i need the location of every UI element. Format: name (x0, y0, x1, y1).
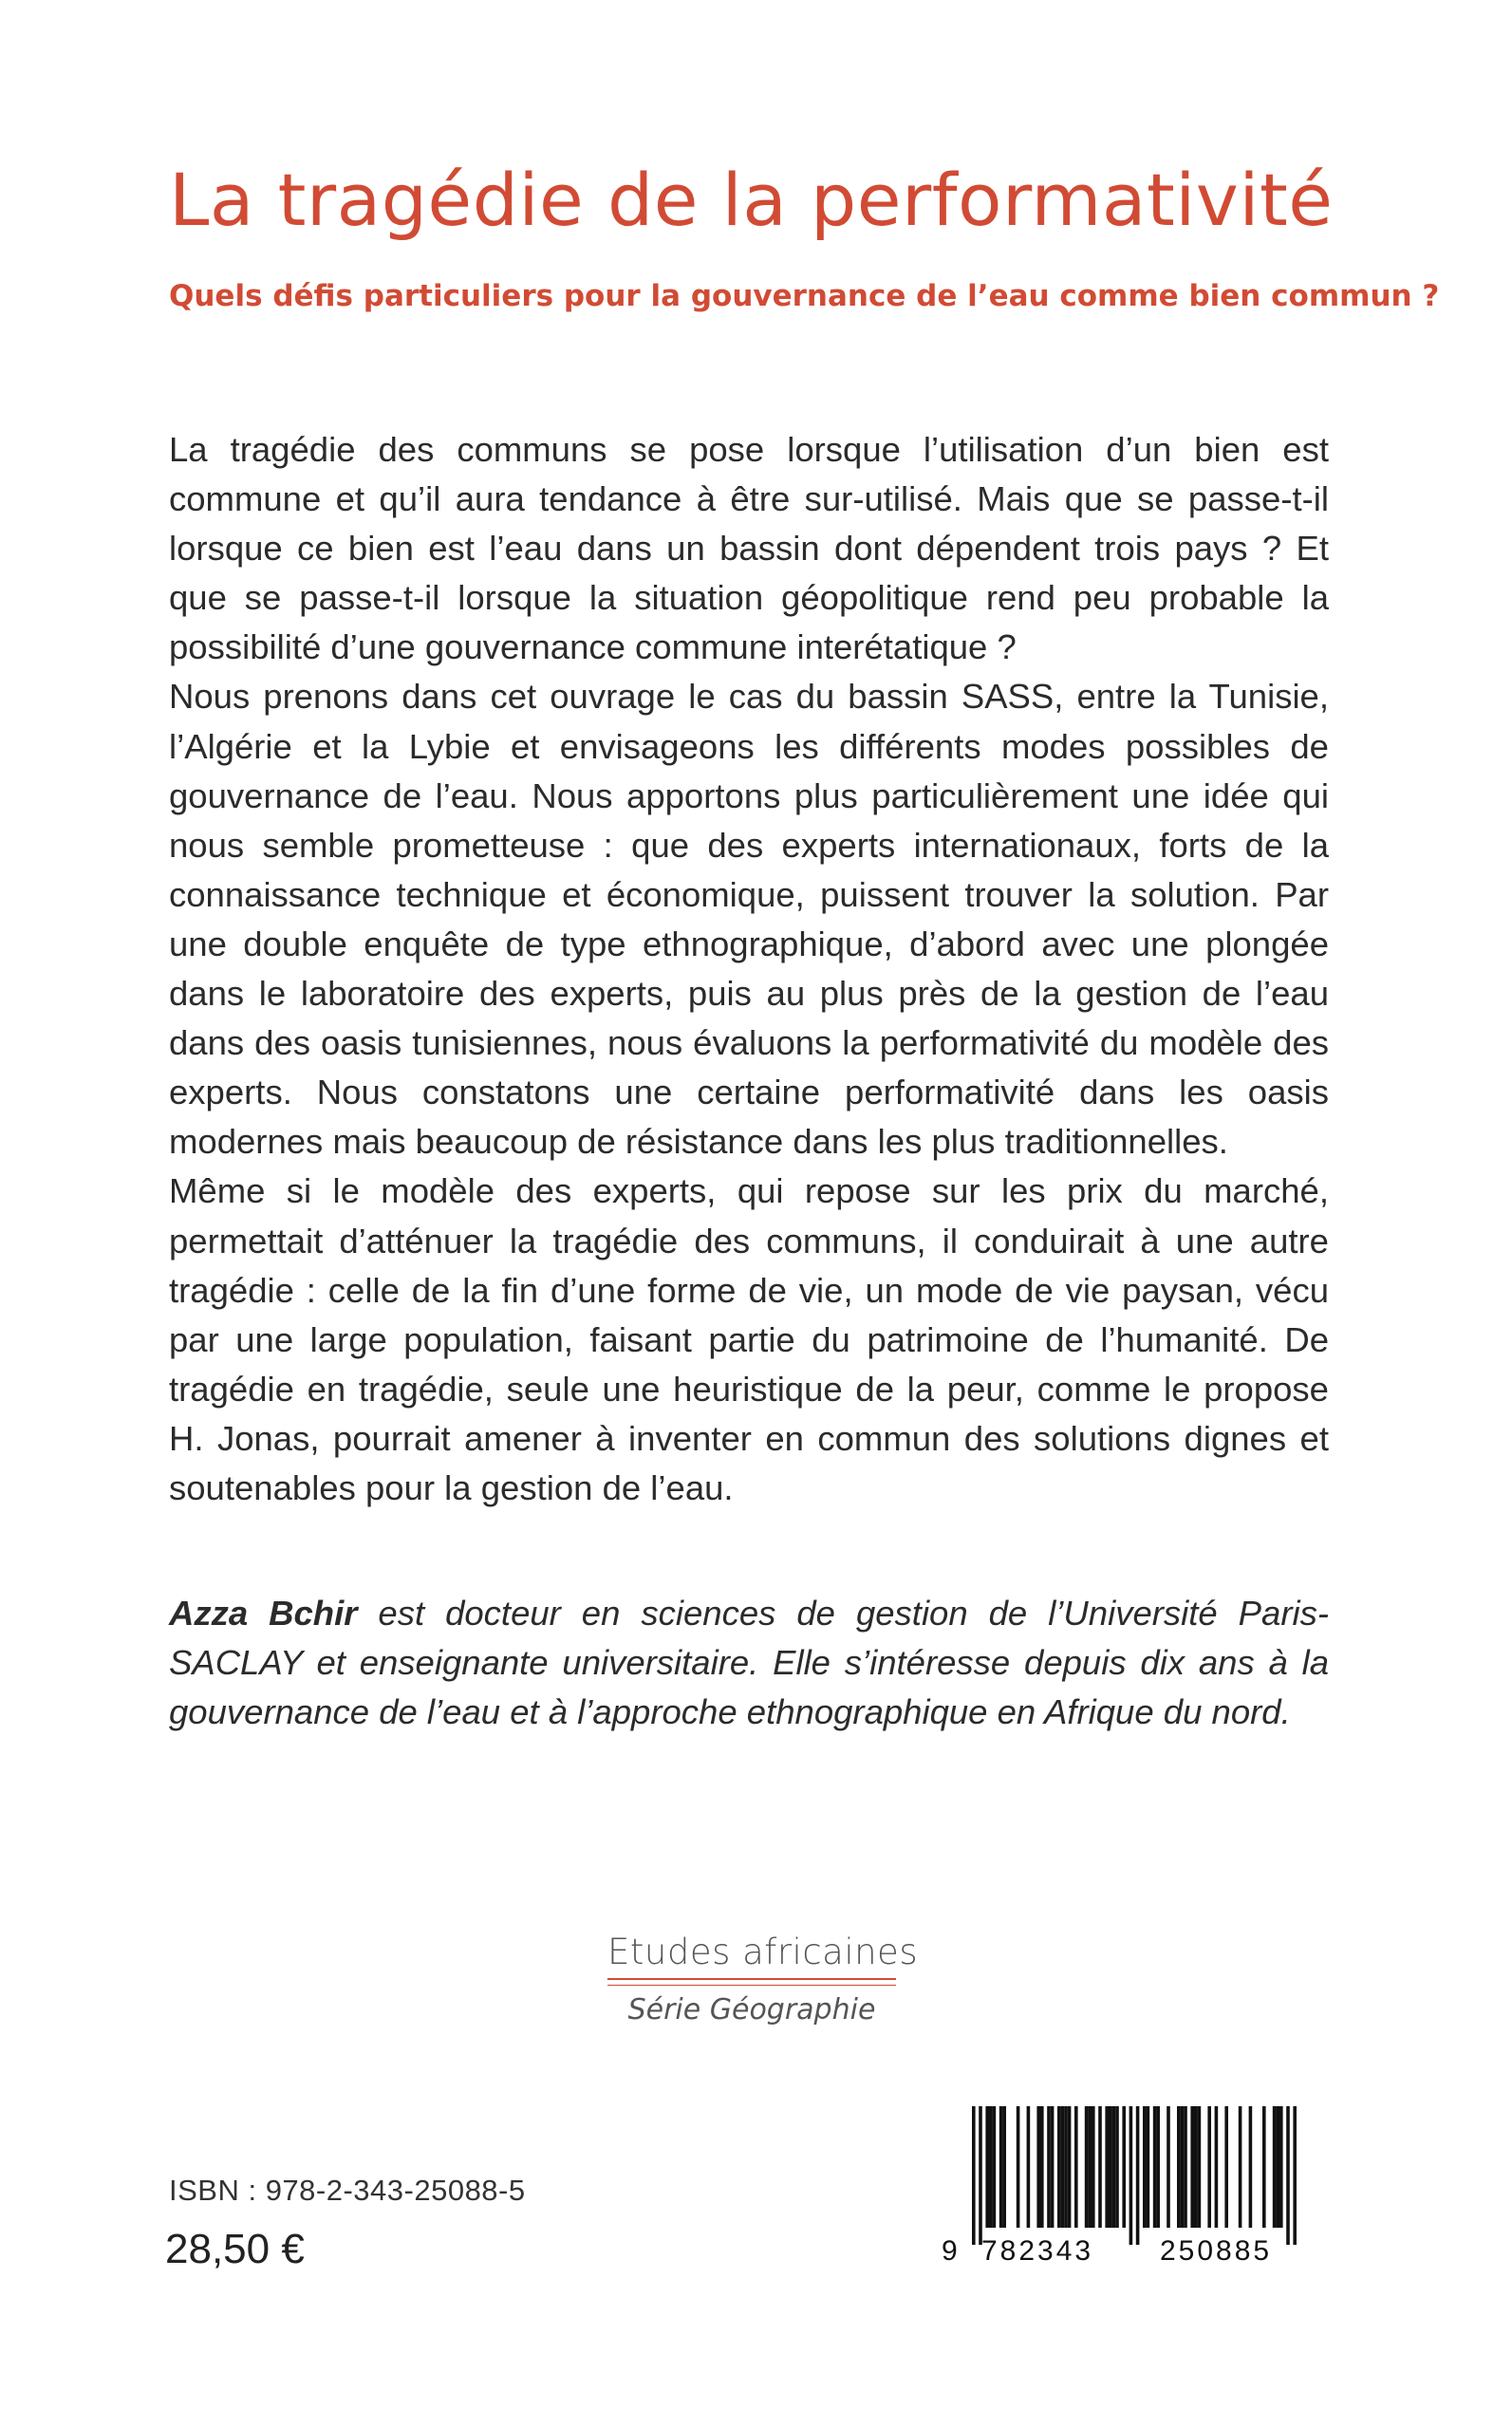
blurb-paragraph: Même si le modèle des experts, qui repose sur les prix du marché, permettait d’atténuer la tragédie des communs, il conduirait à une autre tragédie : celle de la fin d’une forme de vie, un mode de vie paysan, vécu par une large population, faisant partie du patrimoine de l’humanité. De tragédie en tragédie, seule une heuristique de la peur, comme le propose H. Jonas, pourrait amener à inventer en commun des solutions dignes et soutenables pour la gestion de l’eau. (169, 1171, 1329, 1507)
author-name: Azza Bchir (169, 1594, 358, 1633)
barcode (940, 2102, 1329, 2292)
book-title: La tragédie de la performativité (169, 158, 1334, 242)
author-bio (169, 1589, 1329, 1737)
barcode-first-digit: 9 (942, 2235, 958, 2267)
barcode-left-digits: 782343 (981, 2235, 1094, 2267)
blurb (169, 425, 1329, 1513)
series-rule (607, 1978, 896, 1980)
blurb-paragraph: La tragédie des communs se pose lorsque l’utilisation d’un bien est commune et qu’il aura tendance à être sur-utilisé. Mais que se passe-t-il lorsque ce bien est l’eau dans un bassin dont dépendent trois pays ? Et que se passe-t-il lorsque la situation géopolitique rend peu probable la possibilité d’une gouvernance commune interétatique ? (169, 430, 1329, 667)
blurb-paragraph: Nous prenons dans cet ouvrage le cas du bassin SASS, entre la Tunisie, l’Algérie et la Lybie et envisageons les différents modes possibles de gouvernance de l’eau. Nous apportons plus particulièrement une idée qui nous semble prometteuse : que des experts internationaux, forts de la connaissance technique et économique, puissent trouver la solution. Par une double enquête de type ethnographique, d’abord avec une plongée dans le laboratoire des experts, puis au plus près de la gestion de l’eau dans des oasis tunisiennes, nous évaluons la performativité du modèle des experts. Nous constatons une certaine performativité dans les oasis modernes mais beaucoup de résistance dans les plus traditionnelles. (169, 677, 1329, 1162)
barcode-right-digits: 250885 (1160, 2235, 1273, 2267)
isbn-label: ISBN : 978-2-343-25088-5 (169, 2174, 526, 2207)
series-rule (607, 1985, 896, 1986)
barcode-digits (940, 2102, 1329, 2292)
book-subtitle: Quels défis particuliers pour la gouvernance de l’eau comme bien commun ? (169, 279, 1440, 313)
price-label: 28,50 € (165, 2226, 305, 2272)
series-logo (607, 1932, 919, 2026)
series-title: Etudes africaines (607, 1932, 919, 1972)
series-subtitle: Série Géographie (627, 1993, 876, 2026)
author-bio-text: est docteur en sciences de gestion de l’Université Paris-SACLAY et enseignante universitaire. Elle s’intéresse depuis dix ans à la gouvernance de l’eau et à l’approche ethnographique en Afrique du nord. (169, 1594, 1329, 1731)
